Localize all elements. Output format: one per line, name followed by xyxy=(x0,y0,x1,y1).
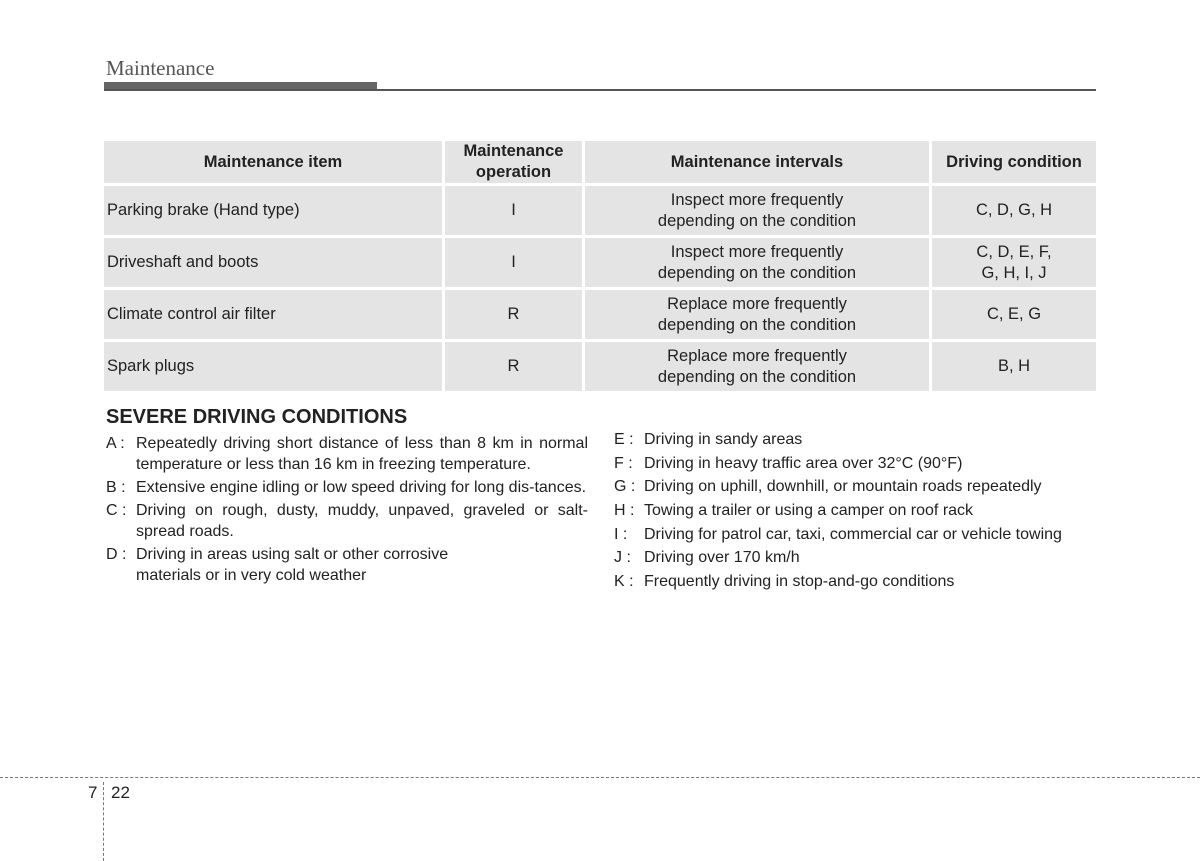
condition-text: Extensive engine idling or low speed driving for long dis-tances. xyxy=(136,479,587,496)
cell-interval-line: Inspect more frequently xyxy=(670,242,844,261)
cell-item: Spark plugs xyxy=(104,342,445,394)
table-row xyxy=(104,238,1096,290)
col-header-intervals: Maintenance intervals xyxy=(585,141,932,186)
cell-operation: R xyxy=(445,290,585,342)
header-rule-thin xyxy=(104,89,1096,91)
cell-item: Parking brake (Hand type) xyxy=(104,186,445,238)
cell-interval-line: depending on the condition xyxy=(657,263,857,282)
col-header-condition: Driving condition xyxy=(932,141,1096,186)
condition-text: Frequently driving in stop-and-go conditions xyxy=(644,573,955,591)
table-header-row xyxy=(104,141,1096,186)
condition-letter: D : xyxy=(106,546,127,563)
cell-interval-line: Inspect more frequently xyxy=(670,190,844,209)
severe-conditions-heading: SEVERE DRIVING CONDITIONS xyxy=(106,406,408,428)
condition-text: Repeatedly driving short distance of less than 8 km in normal temperature or less than 16 km in freezing temperature. xyxy=(136,435,588,473)
cell-interval-line: Replace more frequently xyxy=(667,346,847,365)
condition-text: Driving in areas using salt or other corrosive materials or in very cold weather xyxy=(136,546,449,584)
cell-condition-line: C, D, G, H xyxy=(975,201,1053,219)
condition-letter: A : xyxy=(106,435,125,452)
cell-condition-line: B, H xyxy=(997,357,1031,375)
table-row xyxy=(104,290,1096,342)
condition-letter: B : xyxy=(106,479,126,496)
table-row xyxy=(104,342,1096,394)
list-item xyxy=(614,500,1114,521)
col-header-operation-line: operation xyxy=(475,163,552,181)
condition-letter: H : xyxy=(614,502,635,520)
list-item xyxy=(106,500,588,542)
condition-text: Towing a trailer or using a camper on roof rack xyxy=(644,502,974,520)
cell-interval-line: depending on the condition xyxy=(657,367,857,386)
cell-condition xyxy=(932,290,1096,342)
condition-text: Driving over 170 km/h xyxy=(644,549,800,567)
cell-interval xyxy=(585,290,932,342)
list-item xyxy=(614,547,1114,568)
cell-interval-line: depending on the condition xyxy=(657,315,857,334)
chapter-number: 7 xyxy=(88,783,98,802)
cell-interval xyxy=(585,186,932,238)
cell-condition-line: G, H, I, J xyxy=(981,263,1047,282)
condition-letter: I : xyxy=(614,525,628,543)
condition-letter: K : xyxy=(614,573,634,591)
footer-divider xyxy=(0,777,1200,778)
cell-operation: R xyxy=(445,342,585,394)
condition-letter: C : xyxy=(106,502,127,519)
list-item xyxy=(106,433,588,475)
condition-text: Driving in heavy traffic area over 32°C (90°F) xyxy=(644,454,963,472)
list-item xyxy=(106,477,588,498)
list-item xyxy=(106,544,588,586)
list-item xyxy=(614,476,1114,497)
list-item xyxy=(614,571,1114,592)
cell-condition xyxy=(932,342,1096,394)
list-item xyxy=(614,524,1114,545)
conditions-list-left xyxy=(106,433,588,588)
cell-item: Climate control air filter xyxy=(104,290,445,342)
cell-condition-line: C, D, E, F, xyxy=(976,242,1052,261)
cell-operation: I xyxy=(445,186,585,238)
cell-condition xyxy=(932,186,1096,238)
table-row xyxy=(104,186,1096,238)
cell-operation: I xyxy=(445,238,585,290)
cell-interval xyxy=(585,238,932,290)
condition-letter: J : xyxy=(614,549,631,567)
maintenance-table xyxy=(104,141,1096,394)
list-item xyxy=(614,453,1114,474)
col-header-operation-line: Maintenance xyxy=(463,142,564,160)
list-item xyxy=(614,429,1114,450)
condition-letter: G : xyxy=(614,478,636,496)
condition-letter: E : xyxy=(614,431,634,448)
conditions-list-right xyxy=(614,429,1114,595)
condition-letter: F : xyxy=(614,454,633,472)
condition-text: Driving for patrol car, taxi, commercial car or vehicle towing xyxy=(644,525,1062,543)
cell-condition xyxy=(932,238,1096,290)
cell-interval xyxy=(585,342,932,394)
cell-interval-line: depending on the condition xyxy=(657,211,857,230)
cell-condition-line: C, E, G xyxy=(986,305,1042,323)
cell-item: Driveshaft and boots xyxy=(104,238,445,290)
section-title: Maintenance xyxy=(106,56,215,80)
condition-text: Driving in sandy areas xyxy=(644,431,803,448)
footer-vertical-divider xyxy=(103,782,104,861)
page-number: 22 xyxy=(111,783,130,802)
col-header-item: Maintenance item xyxy=(104,141,445,186)
condition-text: Driving on rough, dusty, muddy, unpaved, graveled or salt-spread roads. xyxy=(136,502,588,540)
cell-interval-line: Replace more frequently xyxy=(667,294,847,313)
condition-text: Driving on uphill, downhill, or mountain roads repeatedly xyxy=(644,478,1042,496)
col-header-operation xyxy=(445,141,585,186)
